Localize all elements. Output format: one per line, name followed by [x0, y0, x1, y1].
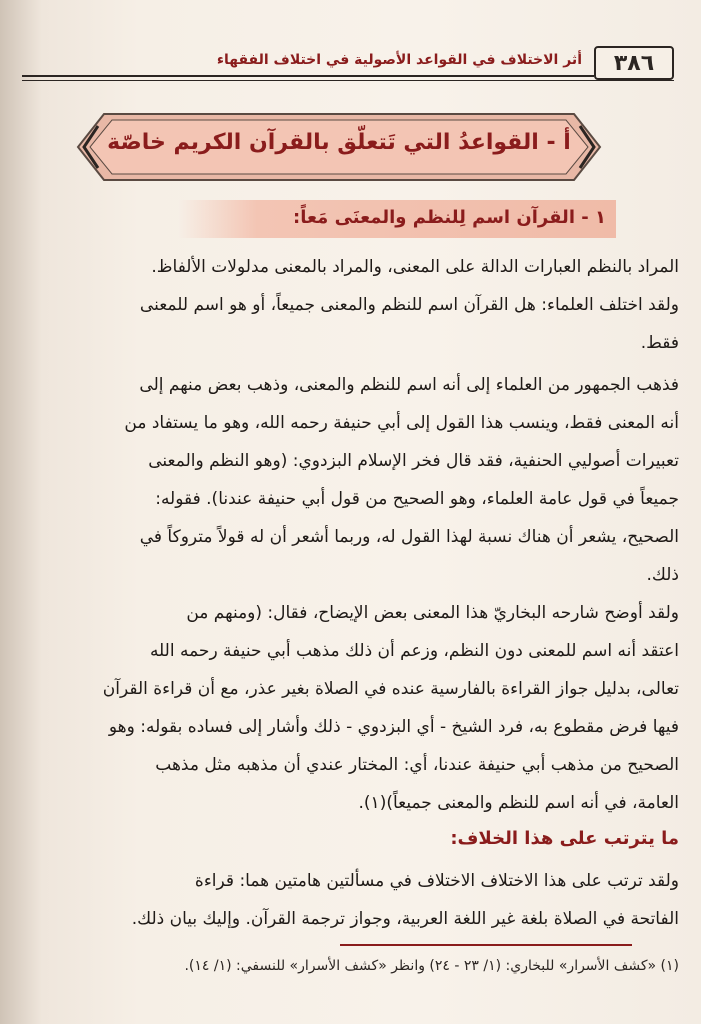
text-line: فقط.	[640, 333, 679, 353]
section-title-banner	[74, 108, 604, 186]
page-number: ٣٨٦	[594, 46, 674, 80]
header-rule	[22, 75, 594, 77]
text-line: جميعاً في قول عامة العلماء، وهو الصحيح من قول أبي حنيفة عندنا). فقوله:	[155, 489, 679, 509]
text-line: فذهب الجمهور من العلماء إلى أنه اسم للنظم والمعنى، وذهب بعض منهم إلى	[139, 375, 679, 395]
text-line: الصحيح من مذهب أبي حنيفة عندنا، أي: المختار عندي أن مذهبه مثل مذهب	[155, 755, 679, 775]
section-heading: ما يترتب على هذا الخلاف:	[450, 828, 679, 849]
paragraph-4	[19, 862, 679, 938]
page-header	[22, 46, 674, 86]
text-line: ولقد ترتب على هذا الاختلاف الاختلاف في مسألتين هامتين هما: قراءة	[194, 871, 679, 891]
text-line: ذلك.	[646, 565, 679, 585]
header-rule-thin	[22, 80, 674, 81]
running-title: أثر الاختلاف في القواعد الأصولية في اختلاف الفقهاء	[216, 52, 582, 68]
paragraph-2	[19, 366, 679, 594]
paragraph-3	[19, 594, 679, 822]
text-line: المراد بالنظم العبارات الدالة على المعنى، والمراد بالمعنى مدلولات الألفاظ.	[151, 257, 679, 277]
text-line: اعتقد أنه اسم للمعنى دون النظم، وزعم أن ذلك مذهب أبي حنيفة رحمه الله	[149, 641, 679, 661]
text-line: فيها فرض مقطوع به، فرد الشيخ - أي البزدوي - ذلك وأشار إلى فساده بقوله: وهو	[108, 717, 679, 737]
subheading-bar	[178, 200, 616, 238]
text-line: الفاتحة في الصلاة بلغة غير اللغة العربية، وجواز ترجمة القرآن. وإليك بيان ذلك.	[131, 909, 679, 929]
text-line: العامة، في أنه اسم للنظم والمعنى جميعاً)(١).	[358, 793, 679, 813]
subheading: ١ - القرآن اسم لِلنظم والمعنَى مَعاً:	[293, 207, 606, 228]
paragraph-1	[19, 248, 679, 362]
text-line: الصحيح، يشعر أن هناك نسبة لهذا القول له، وربما أشعر أن له قولاً متروكاً في	[139, 527, 679, 547]
text-line: تعالى، بدليل جواز القراءة بالفارسية عنده في الصلاة بغير عذر، مع أن قراءة القرآن	[102, 679, 679, 699]
footnote-rule	[340, 944, 632, 946]
text-line: ولقد اختلف العلماء: هل القرآن اسم للنظم والمعنى جميعاً، أو هو اسم للمعنى	[139, 295, 679, 315]
text-line: أنه المعنى فقط، وينسب هذا القول إلى أبي حنيفة رحمه الله، وهو ما يستفاد من	[124, 413, 679, 433]
text-line: ولقد أوضح شارحه البخاريّ هذا المعنى بعض الإيضاح، فقال: (ومنهم من	[186, 603, 679, 623]
section-title: أ - القواعدُ التي تَتعلّق بالقرآن الكريم خاصّة	[107, 130, 571, 155]
footnote: (١) «كشف الأسرار» للبخاري: (١/ ٢٣ - ٢٤) وانظر «كشف الأسرار» للنسفي: (١/ ١٤).	[184, 958, 679, 974]
text-line: تعبيرات أصوليي الحنفية، فقد قال فخر الإسلام البزدوي: (وهو النظم والمعنى	[148, 451, 679, 471]
